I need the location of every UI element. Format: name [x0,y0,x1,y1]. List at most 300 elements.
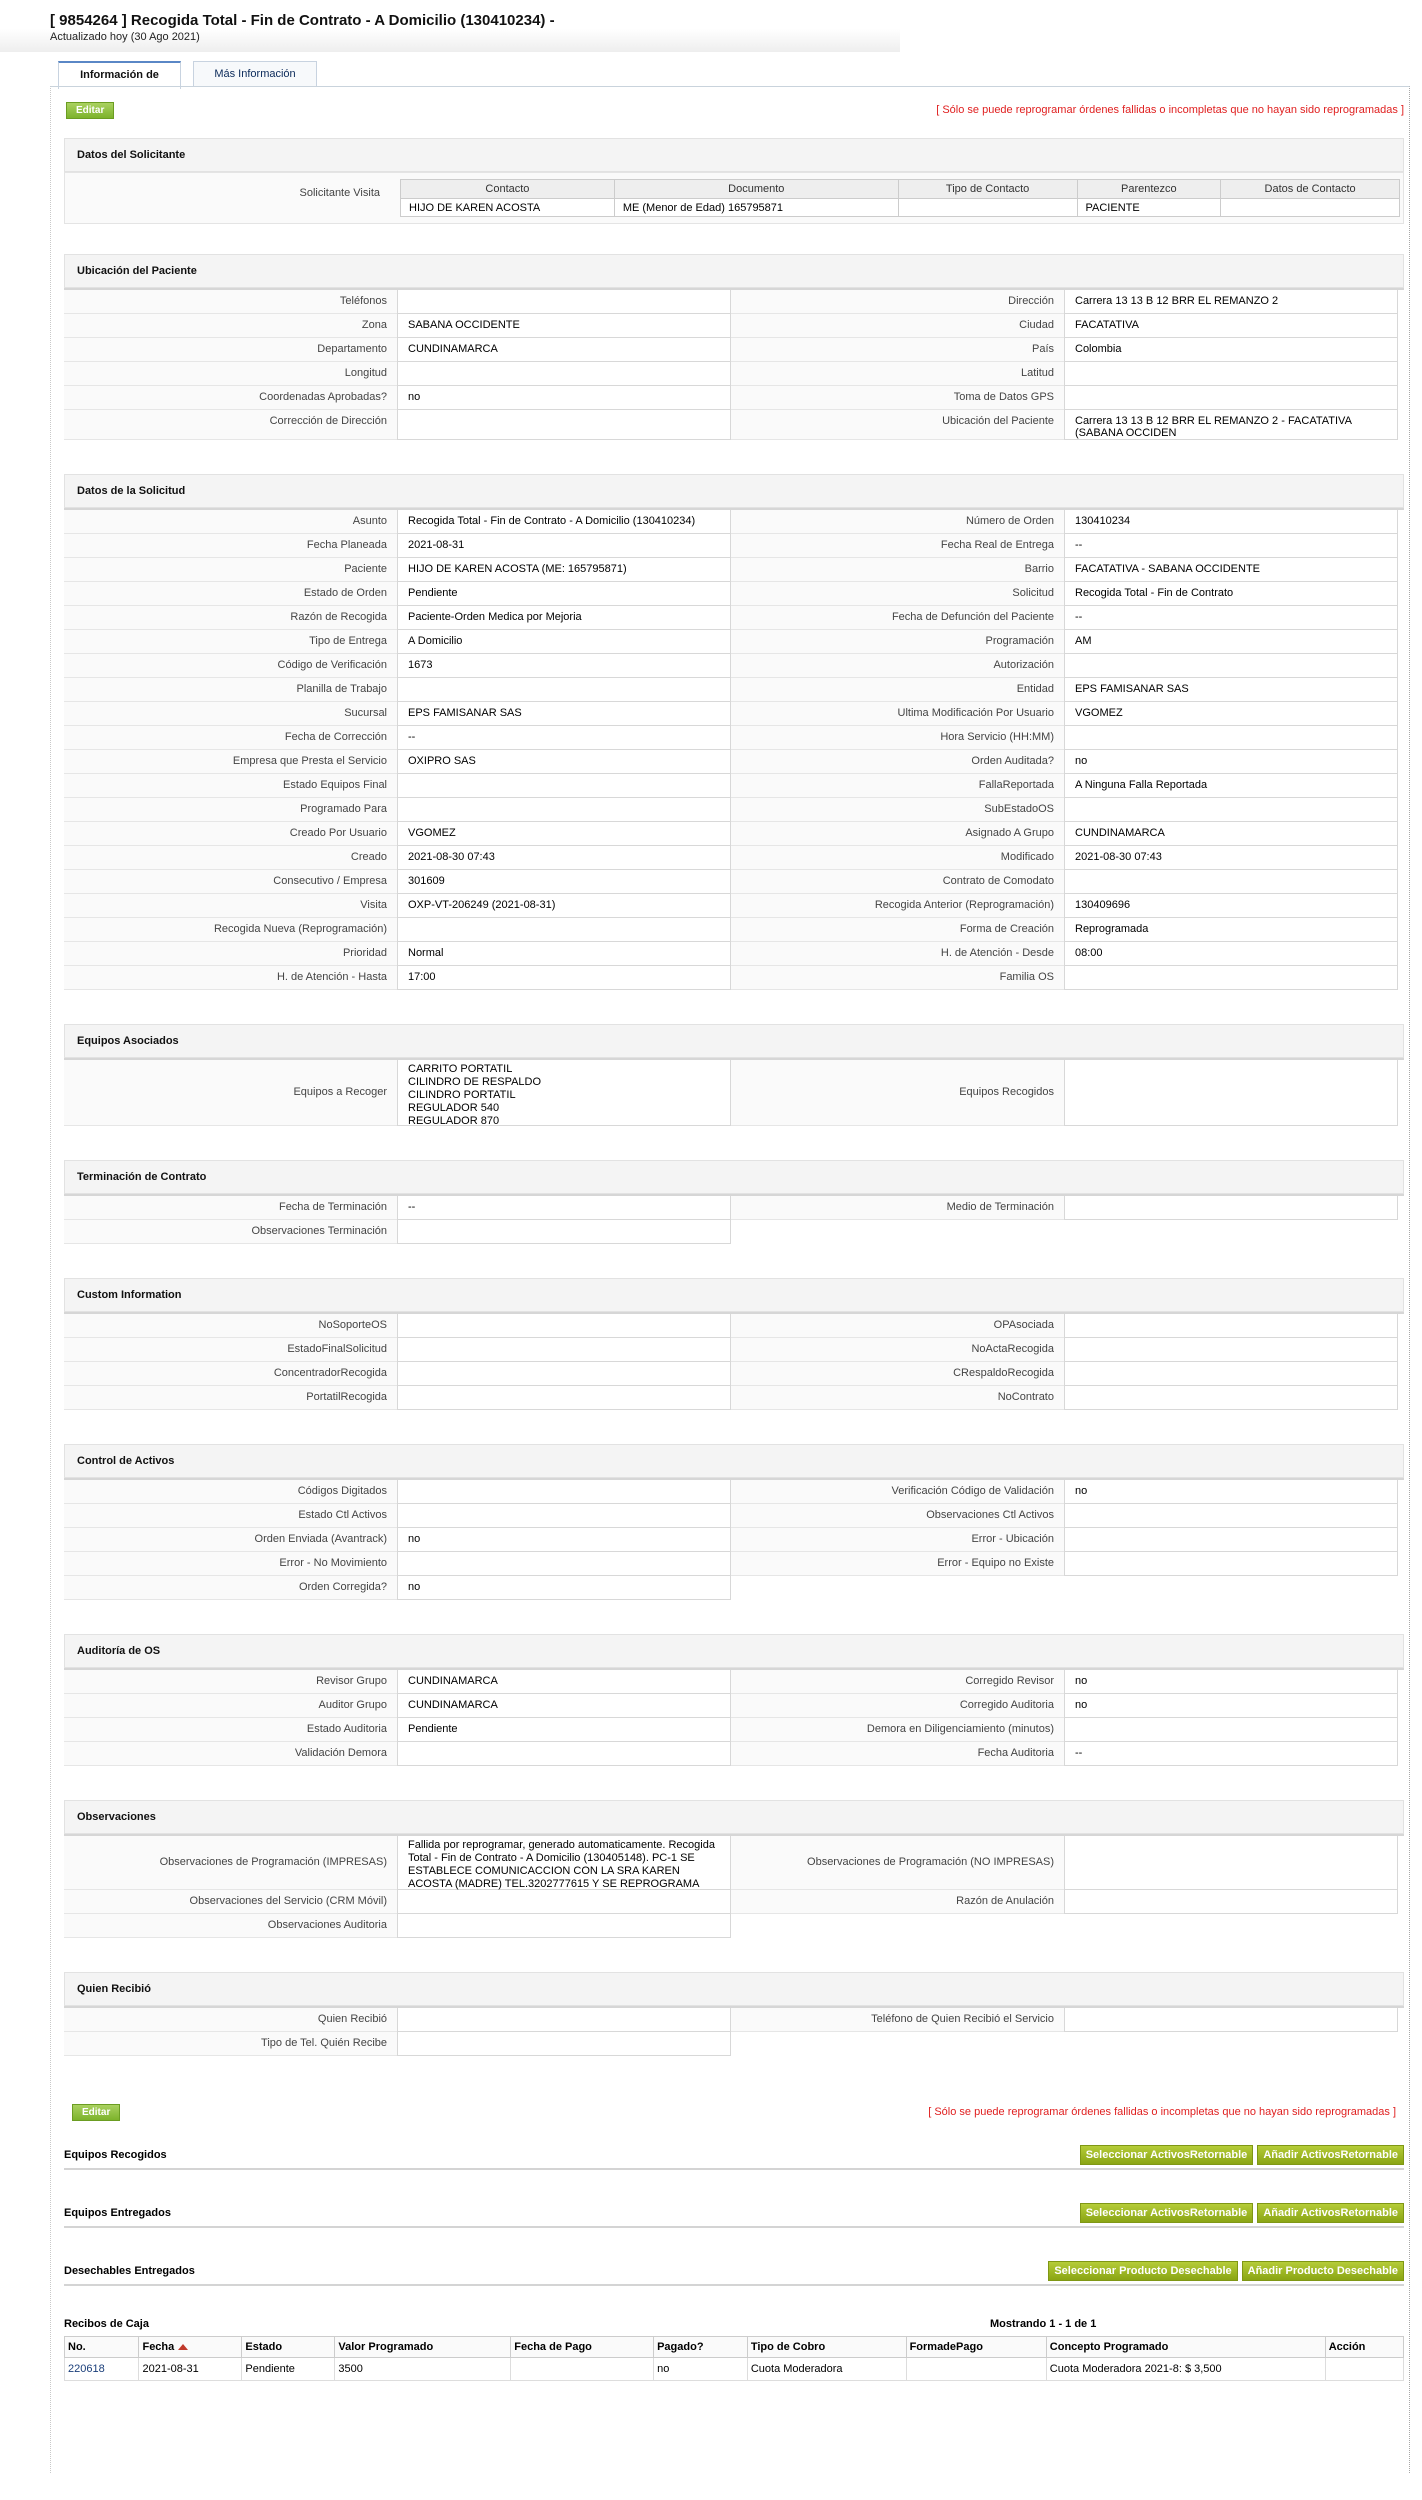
section-equipos [64,1024,1404,1126]
section-title: Terminación de Contrato [64,1160,1404,1194]
field-row [64,918,1404,942]
field-label: Barrio [731,558,1064,582]
recibos-col-pagado[interactable] [654,2337,748,2358]
section-title: Datos de la Solicitud [64,474,1404,508]
field-value [1064,1552,1398,1576]
field-label: Programado Para [64,798,397,822]
field-value: Colombia [1064,338,1398,362]
recibos-col-valor-programado[interactable] [335,2337,511,2358]
field-label: Departamento [64,338,397,362]
field-label: CRespaldoRecogida [731,1362,1064,1386]
bar-title: Equipos Recogidos [64,2149,167,2161]
field-label: Recogida Nueva (Reprogramación) [64,918,397,942]
field-value [397,1890,731,1914]
field-value [397,1314,731,1338]
field-label: Observaciones Ctl Activos [731,1504,1064,1528]
field-row [64,362,1404,386]
field-label: H. de Atención - Desde [731,942,1064,966]
field-value: 08:00 [1064,942,1398,966]
field-label: Estado de Orden [64,582,397,606]
field-label: Observaciones Auditoria [64,1914,397,1938]
section-title: Custom Information [64,1278,1404,1312]
bar-buttons [1044,2261,1404,2281]
field-label: Códigos Digitados [64,1480,397,1504]
field-label: Observaciones Terminación [64,1220,397,1244]
bar-title: Equipos Entregados [64,2207,171,2219]
solicitante-col-tipo-de-contacto: Tipo de Contacto [898,180,1077,199]
field-value [397,1504,731,1528]
section-title: Quien Recibió [64,1972,1404,2006]
field-value: Reprogramada [1064,918,1398,942]
field-value [397,798,731,822]
section-title: Observaciones [64,1800,1404,1834]
field-value [397,918,731,942]
edit-button[interactable]: Editar [66,102,114,119]
field-value: Paciente-Orden Medica por Mejoria [397,606,731,630]
field-value [1064,362,1398,386]
field-value: no [397,1528,731,1552]
field-row [64,1576,1404,1600]
tab-mas-informacion[interactable]: Más Información [193,61,317,87]
section-terminacion [64,1160,1404,1244]
recibo-cell [1325,2358,1403,2381]
field-label: Corrección de Dirección [64,410,397,440]
field-label: Familia OS [731,966,1064,990]
terminacion-grid [64,1194,1404,1244]
field-row [64,702,1404,726]
recibos-col-label: Tipo de Cobro [750,2341,826,2353]
field-value [1064,1060,1398,1126]
field-value: Fallida por reprogramar, generado automaticamente. Recogida Total - Fin de Contrato - A Domicilio (130405148). PC-1 SE ESTABLECE COMUNICACCION CON LA SRA KAREN ACOSTA (MADRE) TEL.3202777615 Y SE REPROGRAMA [397,1836,731,1890]
field-row [64,678,1404,702]
content [64,100,1404,2381]
field-label: Fecha Planeada [64,534,397,558]
bar-equipos-entregados [64,2200,1404,2228]
recibos-col-fecha[interactable] [139,2337,242,2358]
field-value [397,2032,731,2056]
field-row [64,1718,1404,1742]
field-row [64,558,1404,582]
recibos-title: Recibos de Caja [64,2318,149,2330]
field-value [1064,1386,1398,1410]
field-label: Consecutivo / Empresa [64,870,397,894]
field-label: Validación Demora [64,1742,397,1766]
top-actions [64,100,1404,126]
field-value [397,362,731,386]
table-row [65,2358,1404,2381]
recibos-col-label: Concepto Programado [1049,2341,1169,2353]
field-value: Recogida Total - Fin de Contrato [1064,582,1398,606]
bar-title: Desechables Entregados [64,2265,195,2277]
field-label: Revisor Grupo [64,1670,397,1694]
field-value [397,410,731,440]
field-label: Equipos a Recoger [64,1060,397,1126]
select-seleccionar-activosretornable-button[interactable]: Seleccionar ActivosRetornable [1080,2145,1254,2165]
recibo-cell [906,2358,1046,2381]
field-label: Asunto [64,510,397,534]
bar-buttons [1076,2145,1404,2165]
select-seleccionar-producto-desechable-button[interactable]: Seleccionar Producto Desechable [1048,2261,1237,2281]
field-label: Ultima Modificación Por Usuario [731,702,1064,726]
field-value: -- [1064,534,1398,558]
field-value: 301609 [397,870,731,894]
field-label: Estado Equipos Final [64,774,397,798]
recibos-col-concepto-programado[interactable] [1046,2337,1325,2358]
field-row [64,410,1404,440]
field-label: Orden Enviada (Avantrack) [64,1528,397,1552]
field-label: Quien Recibió [64,2008,397,2032]
tab-informacion[interactable]: Información de [58,61,181,89]
field-value [1064,1338,1398,1362]
field-label: Observaciones del Servicio (CRM Móvil) [64,1890,397,1914]
recibo-cell: no [654,2358,748,2381]
field-value: FACATATIVA - SABANA OCCIDENTE [1064,558,1398,582]
field-label: Programación [731,630,1064,654]
field-value: AM [1064,630,1398,654]
field-value: 130409696 [1064,894,1398,918]
field-value: no [397,1576,731,1600]
solicitante-cell: HIJO DE KAREN ACOSTA [401,199,615,217]
field-value: VGOMEZ [1064,702,1398,726]
field-value [397,2008,731,2032]
solicitante-label: Solicitante Visita [299,187,380,199]
field-value [397,774,731,798]
recibos-col-tipo-de-cobro[interactable] [747,2337,906,2358]
field-value: no [1064,1480,1398,1504]
field-row [64,1314,1404,1338]
field-label: Medio de Terminación [731,1196,1064,1220]
solicitante-col-datos-de-contacto: Datos de Contacto [1221,180,1400,199]
field-value: A Domicilio [397,630,731,654]
recibos-col-formadepago[interactable] [906,2337,1046,2358]
field-value [397,678,731,702]
field-value [1064,1528,1398,1552]
observaciones-grid [64,1834,1404,1938]
field-value: 2021-08-31 [397,534,731,558]
field-label: Fecha de Terminación [64,1196,397,1220]
recibos-section [64,2312,1404,2381]
field-label: Error - No Movimiento [64,1552,397,1576]
recibo-cell: 2021-08-31 [139,2358,242,2381]
field-row [64,846,1404,870]
section-solicitud [64,474,1404,990]
field-label: FallaReportada [731,774,1064,798]
field-label: Ciudad [731,314,1064,338]
add-anadir-activosretornable-button[interactable]: Añadir ActivosRetornable [1257,2203,1404,2223]
field-value [1064,1314,1398,1338]
field-row [64,1504,1404,1528]
field-row [64,630,1404,654]
field-label: Visita [64,894,397,918]
solicitante-col-parentezco: Parentezco [1077,180,1221,199]
field-label: NoContrato [731,1386,1064,1410]
field-value: -- [397,726,731,750]
recibo-cell: Pendiente [242,2358,335,2381]
field-row [64,1338,1404,1362]
field-label: Observaciones de Programación (NO IMPRESAS) [731,1836,1064,1890]
updated-label: Actualizado hoy (30 Ago 2021) [50,31,200,43]
field-value: CUNDINAMARCA [397,1694,731,1718]
field-label: Equipos Recogidos [731,1060,1064,1126]
field-label: Código de Verificación [64,654,397,678]
recibos-col-label: Fecha [142,2341,175,2353]
solicitante-row [64,172,1404,224]
field-label: Razón de Recogida [64,606,397,630]
section-title: Equipos Asociados [64,1024,1404,1058]
bar-desechables-entregados [64,2258,1404,2286]
recibos-col-no[interactable] [65,2337,139,2358]
field-row [64,386,1404,410]
recibo-cell: 3500 [335,2358,511,2381]
field-value: SABANA OCCIDENTE [397,314,731,338]
field-label: Fecha Real de Entrega [731,534,1064,558]
field-value: OXP-VT-206249 (2021-08-31) [397,894,731,918]
recibos-col-accion[interactable] [1325,2337,1403,2358]
field-row [64,1552,1404,1576]
field-label: Prioridad [64,942,397,966]
field-row [64,1480,1404,1504]
section-solicitante [64,138,1404,224]
solicitante-cell [1221,199,1400,217]
field-value [397,1220,731,1244]
field-value: A Ninguna Falla Reportada [1064,774,1398,798]
field-row [64,1220,1404,1244]
field-value [397,1338,731,1362]
field-label: EstadoFinalSolicitud [64,1338,397,1362]
field-row [64,534,1404,558]
equipos-grid [64,1058,1404,1126]
recibos-table [64,2336,1404,2381]
sort-asc-icon [178,2344,188,2350]
solicitante-col-contacto: Contacto [401,180,615,199]
field-label: Error - Equipo no Existe [731,1552,1064,1576]
add-anadir-producto-desechable-button[interactable]: Añadir Producto Desechable [1242,2261,1404,2281]
field-label: Orden Auditada? [731,750,1064,774]
recibos-col-label: Fecha de Pago [514,2341,592,2353]
field-row [64,750,1404,774]
field-value: EPS FAMISANAR SAS [397,702,731,726]
field-value [1064,386,1398,410]
field-row [64,726,1404,750]
field-label: OPAsociada [731,1314,1064,1338]
equipos-list [397,1060,731,1126]
field-label: Paciente [64,558,397,582]
field-label: Zona [64,314,397,338]
field-value: EPS FAMISANAR SAS [1064,678,1398,702]
field-value: Recogida Total - Fin de Contrato - A Domicilio (130410234) [397,510,731,534]
reprogram-warning-bottom: [ Sólo se puede reprogramar órdenes fallidas o incompletas que no hayan sido reprogramadas ] [928,2106,1396,2118]
recibos-col-label: No. [68,2341,86,2353]
field-row [64,894,1404,918]
equipo-item: REGULADOR 870 [408,1115,500,1127]
field-value [1064,654,1398,678]
field-value: -- [1064,1742,1398,1766]
bar-buttons [1076,2203,1404,2223]
recibo-cell [511,2358,654,2381]
field-label: Fecha de Corrección [64,726,397,750]
field-label: Latitud [731,362,1064,386]
field-label: Creado [64,846,397,870]
field-row [64,774,1404,798]
field-value [397,1552,731,1576]
field-value: 17:00 [397,966,731,990]
field-value [1064,1836,1398,1890]
field-value: -- [1064,606,1398,630]
solicitante-cell [898,199,1077,217]
field-value [397,1480,731,1504]
solicitud-grid [64,508,1404,990]
field-label: Coordenadas Aprobadas? [64,386,397,410]
recibos-col-label: Pagado? [657,2341,704,2353]
field-label: Fecha de Defunción del Paciente [731,606,1064,630]
field-value: no [1064,750,1398,774]
field-row [64,510,1404,534]
equipo-item: CILINDRO PORTATIL [408,1089,516,1101]
field-label: Recogida Anterior (Reprogramación) [731,894,1064,918]
field-value: 1673 [397,654,731,678]
recibos-col-fecha-de-pago[interactable] [511,2337,654,2358]
section-quien [64,1972,1404,2056]
field-value [1064,1196,1398,1220]
field-value: no [397,386,731,410]
field-value [1064,1504,1398,1528]
recibos-col-label: Estado [245,2341,283,2353]
field-value [397,1386,731,1410]
bar-equipos-recogidos [64,2142,1404,2170]
recibos-pagination: Mostrando 1 - 1 de 1 [990,2318,1097,2330]
field-label: Razón de Anulación [731,1890,1064,1914]
field-value: no [1064,1670,1398,1694]
field-label: Error - Ubicación [731,1528,1064,1552]
field-value: OXIPRO SAS [397,750,731,774]
field-label: Planilla de Trabajo [64,678,397,702]
field-value: VGOMEZ [397,822,731,846]
field-label: Ubicación del Paciente [731,410,1064,440]
equipo-item: REGULADOR 540 [408,1102,500,1114]
field-row [64,870,1404,894]
field-row [64,290,1404,314]
field-label: NoSoporteOS [64,1314,397,1338]
quien-grid [64,2006,1404,2056]
field-label: Toma de Datos GPS [731,386,1064,410]
auditoria-grid [64,1668,1404,1766]
field-row [64,2008,1404,2032]
field-value: HIJO DE KAREN ACOSTA (ME: 165795871) [397,558,731,582]
field-label: Sucursal [64,702,397,726]
field-label: País [731,338,1064,362]
field-label: Solicitud [731,582,1064,606]
section-title: Auditoría de OS [64,1634,1404,1668]
field-row [64,314,1404,338]
section-control [64,1444,1404,1600]
field-row [64,1528,1404,1552]
field-label: Autorización [731,654,1064,678]
field-label: H. de Atención - Hasta [64,966,397,990]
field-label: Entidad [731,678,1064,702]
field-label: Empresa que Presta el Servicio [64,750,397,774]
field-label: SubEstadoOS [731,798,1064,822]
field-label: ConcentradorRecogida [64,1362,397,1386]
field-row [64,1890,1404,1914]
field-label: Hora Servicio (HH:MM) [731,726,1064,750]
field-row [64,1914,1404,1938]
field-row [64,1742,1404,1766]
custom-grid [64,1312,1404,1410]
field-value: 130410234 [1064,510,1398,534]
field-label: Tipo de Entrega [64,630,397,654]
field-label: Teléfono de Quien Recibió el Servicio [731,2008,1064,2032]
control-grid [64,1478,1404,1600]
field-value: Pendiente [397,1718,731,1742]
bottom-actions [64,2104,1404,2128]
section-title: Datos del Solicitante [64,138,1404,172]
field-label: Creado Por Usuario [64,822,397,846]
recibos-col-estado[interactable] [242,2337,335,2358]
field-value: CUNDINAMARCA [397,338,731,362]
field-row [64,942,1404,966]
field-value [1064,1362,1398,1386]
section-observaciones [64,1800,1404,1938]
field-label: Modificado [731,846,1064,870]
field-value: 2021-08-30 07:43 [397,846,731,870]
recibo-cell: Cuota Moderadora 2021-8: $ 3,500 [1046,2358,1325,2381]
equipo-item: CARRITO PORTATIL [408,1063,513,1075]
field-value [397,290,731,314]
field-value [397,1914,731,1938]
field-value: Carrera 13 13 B 12 BRR EL REMANZO 2 [1064,290,1398,314]
reprogram-warning: [ Sólo se puede reprogramar órdenes fallidas o incompletas que no hayan sido reprogramadas ] [936,104,1404,116]
field-value [1064,1718,1398,1742]
field-label: Orden Corregida? [64,1576,397,1600]
field-label: Número de Orden [731,510,1064,534]
field-row [64,1196,1404,1220]
field-label: Tipo de Tel. Quién Recibe [64,2032,397,2056]
field-label: Forma de Creación [731,918,1064,942]
field-row [64,822,1404,846]
select-seleccionar-activosretornable-button[interactable]: Seleccionar ActivosRetornable [1080,2203,1254,2223]
section-ubicacion [64,254,1404,440]
field-value: CUNDINAMARCA [1064,822,1398,846]
add-anadir-activosretornable-button[interactable]: Añadir ActivosRetornable [1257,2145,1404,2165]
field-value: Carrera 13 13 B 12 BRR EL REMANZO 2 - FACATATIVA (SABANA OCCIDEN [1064,410,1398,440]
field-row [64,1670,1404,1694]
page-title: [ 9854264 ] Recogida Total - Fin de Contrato - A Domicilio (130410234) - [50,12,555,29]
field-row [64,338,1404,362]
field-label: Asignado A Grupo [731,822,1064,846]
field-value [1064,798,1398,822]
solicitante-col-documento: Documento [614,180,898,199]
solicitante-cell: ME (Menor de Edad) 165795871 [614,199,898,217]
recibo-cell: Cuota Moderadora [747,2358,906,2381]
field-value [397,1362,731,1386]
field-label: Longitud [64,362,397,386]
recibo-cell[interactable]: 220618 [65,2358,139,2381]
field-value [1064,966,1398,990]
section-custom [64,1278,1404,1410]
field-value: Pendiente [397,582,731,606]
field-value [1064,2008,1398,2032]
field-row [64,1386,1404,1410]
field-row [64,1836,1404,1890]
field-value: FACATATIVA [1064,314,1398,338]
field-label: Observaciones de Programación (IMPRESAS) [64,1836,397,1890]
edit-button-bottom[interactable]: Editar [72,2104,120,2121]
section-auditoria [64,1634,1404,1766]
field-value: -- [397,1196,731,1220]
field-row [64,1694,1404,1718]
field-value [397,1742,731,1766]
field-label: PortatilRecogida [64,1386,397,1410]
